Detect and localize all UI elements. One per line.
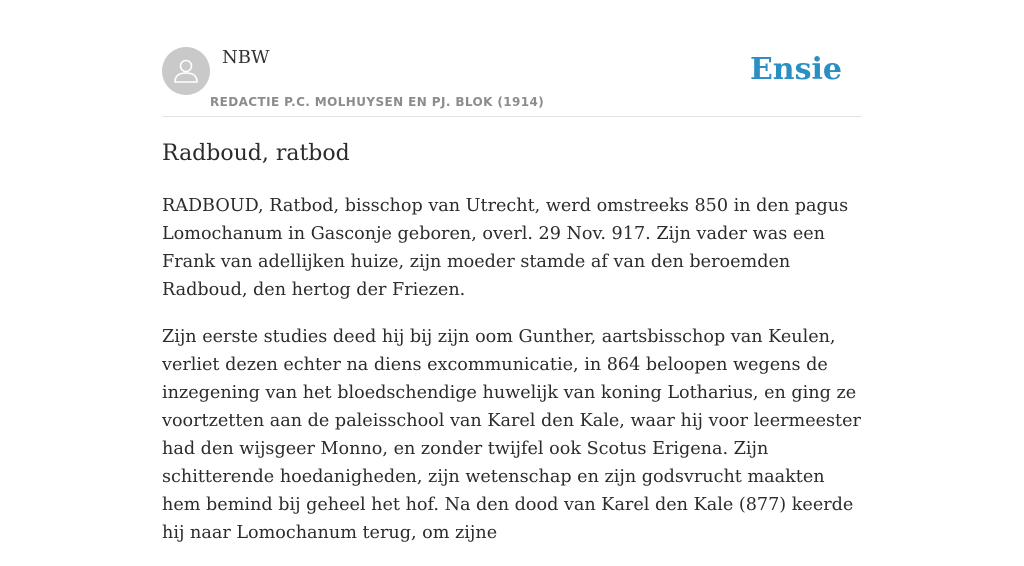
avatar[interactable]: [162, 47, 210, 95]
article-paragraph: Zijn eerste studies deed hij bij zijn oom Gunther, aartsbisschop van Keulen, verliet dezen echter na diens excommunicatie, in 864 beloopen wegens de inzegening van het bloedschendige huwelijk van koning Lotharius, en ging ze voortzetten aan de paleisschool van Karel den Kale, waar hij voor leermeester had den wijsgeer Monno, en zonder twijfel ook Scotus Erigena. Zijn schitterende hoedanigheden, zijn wetenschap en zijn godsvrucht maakten hem bemind bij geheel het hof. Na den dood van Karel den Kale (877) keerde hij naar Lomochanum terug, om zijne: [162, 327, 861, 543]
article-title: Radboud, ratbod: [162, 141, 350, 166]
article-paragraph: RADBOUD, Ratbod, bisschop van Utrecht, werd omstreeks 850 in den pagus Lomochanum in Gasconje geboren, overl. 29 Nov. 917. Zijn vader was een Frank van adellijken huize, zijn moeder stamde af van den beroemden Radboud, den hertog der Friezen.: [162, 196, 849, 300]
author-name[interactable]: NBW: [222, 47, 270, 68]
article-body: [162, 192, 864, 566]
ensie-logo-link[interactable]: Ensie: [749, 52, 842, 87]
user-icon: [171, 56, 201, 86]
source-attribution: REDACTIE P.C. MOLHUYSEN EN PJ. BLOK (1914): [210, 95, 545, 109]
article-header: [162, 46, 862, 117]
